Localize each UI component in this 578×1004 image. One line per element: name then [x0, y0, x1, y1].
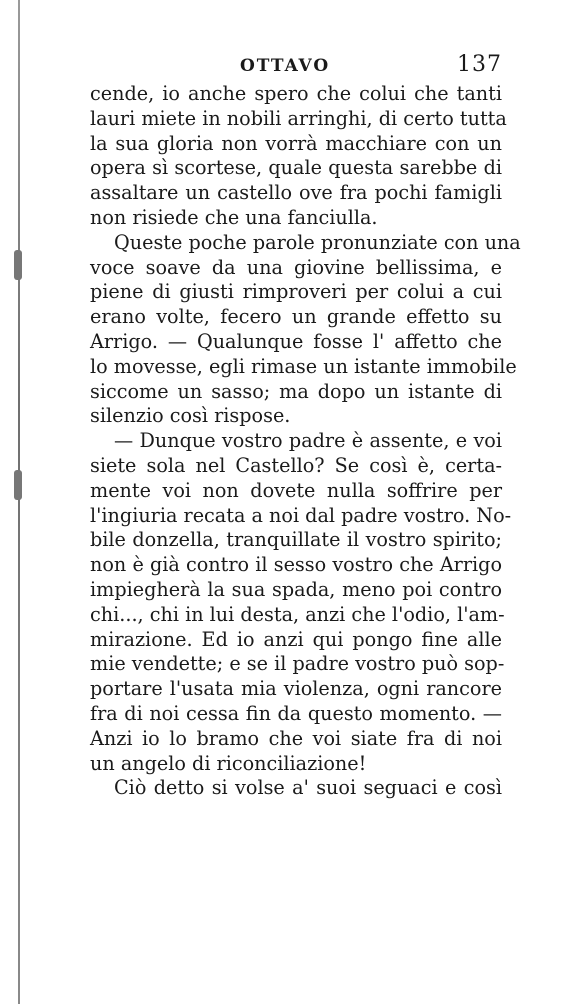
text-line: non è già contro il sesso vostro che Arrigo [90, 553, 502, 577]
text-line: mirazione. Ed io anzi qui pongo fine alle [90, 627, 502, 651]
text-line: Anzi io lo bramo che voi siate fra di noi [90, 726, 502, 750]
text-line: non risiede che una fanciulla. [90, 205, 378, 229]
page-gutter-shadow [18, 0, 20, 1004]
text-line: lo movesse, egli rimase un istante immobile [90, 354, 517, 378]
book-page [90, 52, 521, 801]
text-line: siete sola nel Castello? Se così è, certa- [90, 453, 502, 477]
text-line: un angelo di riconciliazione! [90, 751, 367, 775]
text-line: fra di noi cessa fin da questo momento. — [90, 701, 502, 725]
text-line: mie vendette; e se il padre vostro può sop- [90, 652, 505, 676]
text-line: impiegherà la sua spada, meno poi contro [90, 577, 502, 601]
text-line: opera sì scortese, quale questa sarebbe di [90, 156, 502, 180]
text-line: piene di giusti rimproveri per colui a cui [90, 280, 502, 304]
text-line: silenzio così rispose. [90, 404, 291, 428]
text-line: Queste poche parole pronunziate con una [114, 230, 521, 254]
page-number: 137 [457, 52, 502, 77]
text-line: la sua gloria non vorrà macchiare con un [90, 131, 502, 155]
text-line: Arrigo. — Qualunque fosse l' affetto che [90, 329, 502, 353]
text-line: cende, io anche spero che colui che tanti [90, 82, 502, 105]
text-line: l'ingiuria recata a noi dal padre vostro. No- [90, 503, 512, 527]
text-line: chi..., chi in lui desta, anzi che l'odio, l'am- [90, 602, 505, 626]
body-text [90, 82, 521, 801]
text-line: bile donzella, tranquillate il vostro spirito; [90, 528, 502, 552]
text-line: erano volte, fecero un grande effetto su [90, 305, 502, 329]
text-line: assaltare un castello ove fra pochi famigli [90, 181, 502, 205]
binding-mark [14, 470, 22, 500]
text-line: portare l'usata mia violenza, ogni rancore [90, 677, 502, 701]
page-header [90, 52, 502, 82]
text-line: — Dunque vostro padre è assente, e voi [114, 429, 502, 453]
binding-mark [14, 250, 22, 280]
text-line: voce soave da una giovine bellissima, e [90, 255, 502, 279]
text-line: Ciò detto si volse a' suoi seguaci e così [114, 776, 502, 800]
running-title: OTTAVO [240, 56, 331, 76]
text-line: siccome un sasso; ma dopo un istante di [90, 379, 502, 403]
text-line: lauri miete in nobili arringhi, di certo tutta [90, 106, 507, 130]
text-line: mente voi non dovete nulla soffrire per [90, 478, 502, 502]
